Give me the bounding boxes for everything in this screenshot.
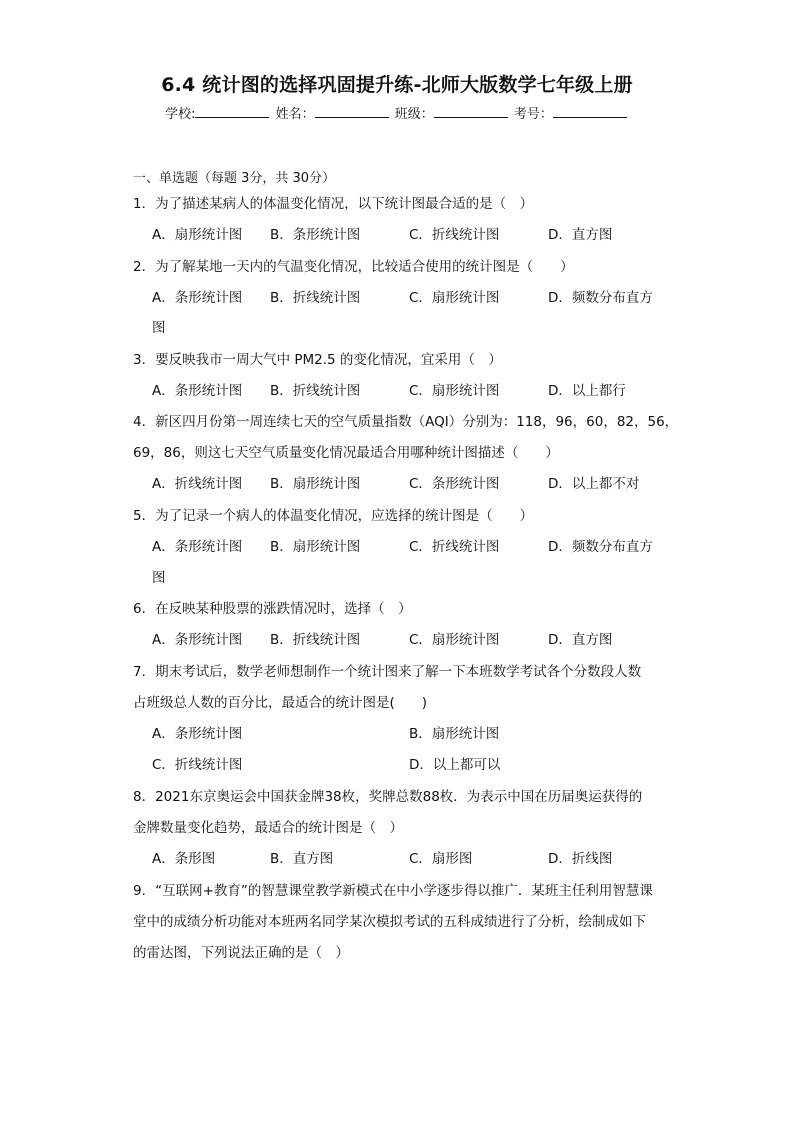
option-a[interactable]: A．条形统计图: [152, 632, 243, 648]
option-a[interactable]: A．条形统计图: [152, 539, 243, 555]
option-a[interactable]: A．条形统计图: [152, 290, 243, 306]
question-7-stem: 7．期末考试后，数学老师想制作一个统计图来了解一下本班数学考试各个分数段人数: [133, 664, 642, 680]
option-c[interactable]: C．扇形统计图: [409, 383, 500, 399]
question-6-stem: 6．在反映某种股票的涨跌情况时，选择（ ）: [133, 601, 412, 617]
option-b[interactable]: B．折线统计图: [270, 290, 361, 306]
option-b[interactable]: B．折线统计图: [270, 632, 361, 648]
question-2-stem: 2．为了解某地一天内的气温变化情况，比较适合使用的统计图是（ ）: [133, 259, 574, 275]
option-b[interactable]: B．扇形统计图: [270, 539, 361, 555]
question-4-options: [152, 472, 712, 492]
option-c[interactable]: C．条形统计图: [409, 476, 500, 492]
option-b[interactable]: B．直方图: [270, 851, 334, 867]
option-a[interactable]: A．扇形统计图: [152, 227, 243, 243]
question-7-options-row2: [152, 753, 712, 773]
question-1-options: [152, 223, 712, 243]
option-d[interactable]: D．以上都不对: [548, 476, 640, 492]
name-blank[interactable]: [315, 105, 389, 118]
option-d[interactable]: D．以上都可以: [409, 757, 501, 773]
option-c[interactable]: C．扇形图: [409, 851, 473, 867]
question-3-options: [152, 379, 712, 399]
school-label: 学校:: [165, 107, 196, 122]
option-d[interactable]: D．频数分布直方: [548, 290, 653, 306]
question-9-stem-cont-2: 的雷达图，下列说法正确的是（ ）: [133, 945, 349, 961]
question-7-stem-cont: 占班级总人数的百分比，最适合的统计图是( ): [133, 695, 428, 711]
option-b[interactable]: B．扇形统计图: [409, 726, 500, 742]
question-8-stem: 8．2021东京奥运会中国获金牌38枚，奖牌总数88枚．为表示中国在历届奥运获得的: [133, 789, 643, 805]
question-7-options-row1: [152, 722, 712, 742]
question-9-stem: 9．“互联网+教育”的智慧课堂教学新模式在中小学逐步得以推广．某班主任利用智慧课: [133, 883, 653, 899]
name-label: 姓名：: [275, 107, 315, 122]
question-5-options: [152, 535, 712, 555]
option-c[interactable]: C．扇形统计图: [409, 290, 500, 306]
student-info-line: [0, 103, 794, 122]
question-8-options: [152, 847, 712, 867]
option-b[interactable]: B．折线统计图: [270, 383, 361, 399]
option-c[interactable]: C．扇形统计图: [409, 632, 500, 648]
option-d[interactable]: D．直方图: [548, 632, 613, 648]
option-b[interactable]: B．条形统计图: [270, 227, 361, 243]
option-a[interactable]: A．条形统计图: [152, 726, 243, 742]
question-5-stem: 5．为了记录一个病人的体温变化情况，应选择的统计图是（ ）: [133, 508, 534, 524]
option-d[interactable]: D．直方图: [548, 227, 613, 243]
exam-number-blank[interactable]: [553, 105, 627, 118]
question-8-stem-cont: 金牌数量变化趋势，最适合的统计图是（ ）: [133, 820, 403, 836]
option-d[interactable]: D．频数分布直方: [548, 539, 653, 555]
question-6-options: [152, 628, 712, 648]
option-a[interactable]: A．条形统计图: [152, 383, 243, 399]
question-4-stem-cont: 69，86，则这七天空气质量变化情况最适合用哪种统计图描述（ ）: [133, 445, 559, 461]
question-4-stem: 4．新区四月份第一周连续七天的空气质量指数（AQI）分别为：118，96，60，82，56，: [133, 414, 679, 430]
option-d-wrap: 图: [152, 320, 166, 336]
school-blank[interactable]: [195, 105, 269, 118]
exam-number-label: 考号：: [513, 107, 553, 122]
option-a[interactable]: A．折线统计图: [152, 476, 243, 492]
option-d-wrap: 图: [152, 570, 166, 586]
page-title: 6.4 统计图的选择巩固提升练-北师大版数学七年级上册: [161, 74, 633, 96]
option-d[interactable]: D．折线图: [548, 851, 613, 867]
question-3-stem: 3．要反映我市一周大气中 PM2.5 的变化情况，宜采用（ ）: [133, 352, 502, 368]
question-9-stem-cont: 堂中的成绩分析功能对本班两名同学某次模拟考试的五科成绩进行了分析，绘制成如下: [133, 914, 646, 930]
option-d[interactable]: D．以上都行: [548, 383, 626, 399]
option-b[interactable]: B．扇形统计图: [270, 476, 361, 492]
class-blank[interactable]: [434, 105, 508, 118]
option-a[interactable]: A．条形图: [152, 851, 216, 867]
option-c[interactable]: C．折线统计图: [409, 227, 500, 243]
option-c[interactable]: C．折线统计图: [409, 539, 500, 555]
question-2-options: [152, 286, 712, 306]
option-c[interactable]: C．折线统计图: [152, 757, 243, 773]
question-1-stem: 1．为了描述某病人的体温变化情况，以下统计图最合适的是（ ）: [133, 196, 534, 212]
section-title: 一、单选题（每题 3分，共 30分）: [133, 171, 336, 186]
class-label: 班级：: [394, 107, 434, 122]
